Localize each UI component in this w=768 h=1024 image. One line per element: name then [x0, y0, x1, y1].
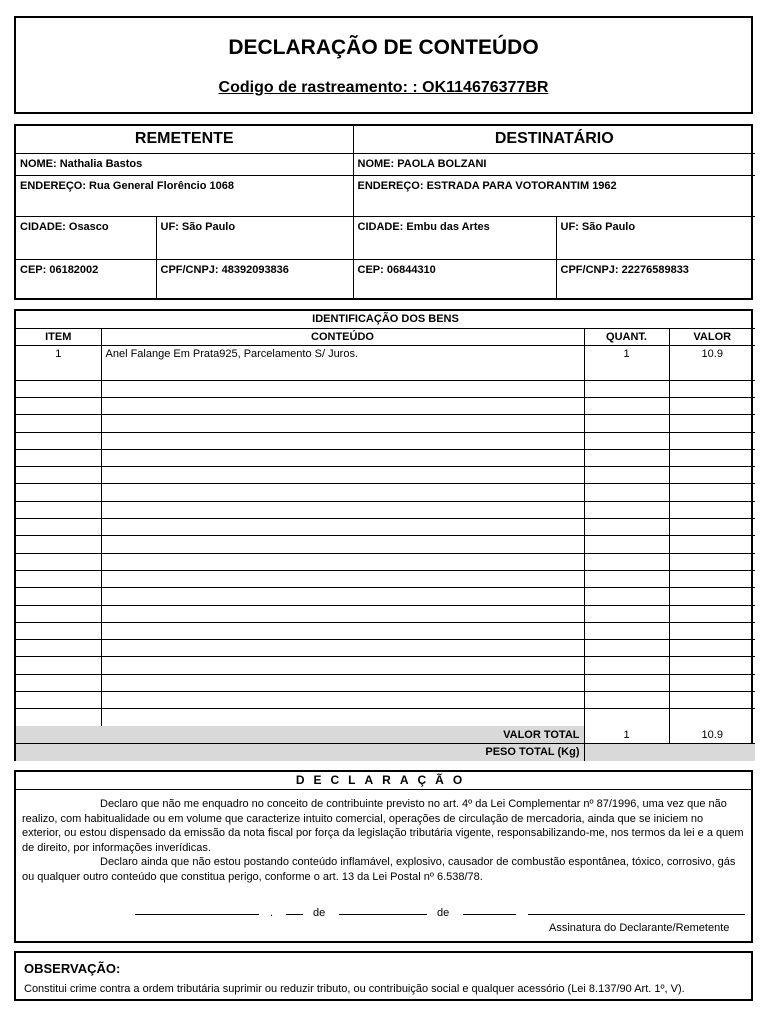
empty-cell [584, 519, 669, 536]
remetente-cidade: CIDADE: Osasco [16, 216, 156, 259]
empty-cell [16, 380, 101, 397]
month-field[interactable] [339, 914, 427, 915]
destinatario-heading: DESTINATÁRIO [353, 126, 755, 153]
empty-cell [16, 363, 101, 380]
remetente-cpf: CPF/CNPJ: 48392093836 [156, 259, 353, 298]
empty-cell [584, 501, 669, 518]
table-row [16, 397, 755, 414]
empty-cell [16, 397, 101, 414]
bens-table [14, 309, 753, 761]
empty-cell [16, 536, 101, 553]
table-row [16, 622, 755, 639]
empty-cell [584, 363, 669, 380]
empty-cell [16, 484, 101, 501]
empty-cell [584, 432, 669, 449]
destinatario-endereco: ENDEREÇO: ESTRADA PARA VOTORANTIM 1962 [353, 175, 755, 216]
empty-cell [101, 605, 584, 622]
empty-cell [101, 415, 584, 432]
empty-cell [16, 622, 101, 639]
observacao-title: OBSERVAÇÃO: [24, 961, 121, 976]
empty-cell [669, 709, 755, 726]
peso-total-value [584, 743, 755, 760]
table-row [16, 553, 755, 570]
signature-label: Assinatura do Declarante/Remetente [549, 922, 730, 934]
table-row [16, 692, 755, 709]
empty-cell [584, 380, 669, 397]
empty-cell [584, 588, 669, 605]
empty-cell [101, 501, 584, 518]
table-row [16, 467, 755, 484]
place-field[interactable] [135, 914, 259, 915]
table-row [16, 380, 755, 397]
document-title: DECLARAÇÃO DE CONTEÚDO [228, 36, 539, 59]
declaracao-section [14, 770, 753, 943]
empty-cell [101, 432, 584, 449]
empty-cell [16, 605, 101, 622]
empty-cell [101, 588, 584, 605]
item-content: Anel Falange Em Prata925, Parcelamento S/ Juros. [101, 346, 584, 363]
destinatario-cidade: CIDADE: Embu das Artes [353, 216, 556, 259]
declaracao-paragraph-2: Declaro ainda que não estou postando conteúdo inflamável, explosivo, causador de combustão espontânea, tóxico, corrosivo, gás ou qualquer outro conteúdo que constitua perigo, conforme o art. 13 da Lei Postal nº 6.538/78. [22, 856, 736, 883]
empty-cell [669, 570, 755, 587]
empty-cell [669, 363, 755, 380]
de-label-1: de [313, 907, 326, 919]
empty-cell [584, 622, 669, 639]
empty-cell [16, 432, 101, 449]
valor-total-label: VALOR TOTAL [16, 726, 584, 743]
empty-cell [669, 605, 755, 622]
table-row [16, 432, 755, 449]
table-row [16, 484, 755, 501]
table-row [16, 640, 755, 657]
empty-cell [584, 570, 669, 587]
empty-cell [584, 657, 669, 674]
empty-cell [584, 709, 669, 726]
de-label-2: de [437, 907, 450, 919]
empty-cell [16, 640, 101, 657]
item-value: 10.9 [669, 346, 755, 363]
empty-cell [669, 432, 755, 449]
empty-cell [584, 674, 669, 691]
parties-section [14, 124, 753, 300]
empty-cell [669, 467, 755, 484]
empty-cell [584, 449, 669, 466]
declaracao-title: DECLARAÇÃO [16, 772, 751, 790]
bens-title: IDENTIFICAÇÃO DOS BENS [16, 311, 755, 328]
remetente-cep: CEP: 06182002 [16, 259, 156, 298]
table-row [16, 449, 755, 466]
empty-cell [16, 709, 101, 726]
empty-cell [669, 657, 755, 674]
item-number: 1 [16, 346, 101, 363]
col-conteudo-header: CONTEÚDO [101, 328, 584, 345]
declaracao-paragraph-1: Declaro que não me enquadro no conceito de contribuinte previsto no art. 4º da Lei Complementar nº 87/1996, uma vez que não realizo, com habitualidade ou em volume que caracterize intuito comercial, operações de circulação de mercadoria, ainda que se iniciem no exterior, ou estou dispensado da emissão da nota fiscal por força da legislação tributária vigente, responsabilizando-me, nos termos da lei e a quem de direito, por informações inverídicas. [22, 798, 744, 854]
empty-cell [16, 553, 101, 570]
empty-cell [16, 519, 101, 536]
table-row [16, 501, 755, 518]
day-field[interactable] [286, 914, 303, 915]
empty-cell [584, 553, 669, 570]
empty-cell [101, 622, 584, 639]
table-row [16, 674, 755, 691]
document-header [14, 16, 753, 114]
empty-cell [669, 588, 755, 605]
table-row [16, 657, 755, 674]
year-field[interactable] [463, 914, 516, 915]
empty-cell [669, 640, 755, 657]
empty-cell [669, 674, 755, 691]
table-row [16, 415, 755, 432]
observacao-section [14, 951, 753, 1001]
empty-cell [669, 536, 755, 553]
col-valor-header: VALOR [669, 328, 755, 345]
empty-cell [101, 449, 584, 466]
signature-line[interactable] [528, 914, 745, 915]
empty-cell [584, 536, 669, 553]
table-row [16, 709, 755, 726]
remetente-uf: UF: São Paulo [156, 216, 353, 259]
empty-cell [16, 467, 101, 484]
empty-cell [101, 467, 584, 484]
destinatario-cep: CEP: 06844310 [353, 259, 556, 298]
destinatario-uf: UF: São Paulo [556, 216, 755, 259]
date-separator: . [270, 907, 274, 919]
empty-cell [584, 484, 669, 501]
empty-cell [101, 536, 584, 553]
tracking-code: Codigo de rastreamento: : OK114676377BR [218, 79, 549, 96]
empty-cell [584, 397, 669, 414]
empty-cell [669, 415, 755, 432]
empty-cell [584, 415, 669, 432]
empty-cell [16, 415, 101, 432]
remetente-nome: NOME: Nathalia Bastos [16, 153, 353, 175]
empty-cell [101, 363, 584, 380]
empty-cell [16, 674, 101, 691]
destinatario-nome: NOME: PAOLA BOLZANI [353, 153, 755, 175]
empty-cell [669, 484, 755, 501]
empty-cell [584, 605, 669, 622]
empty-cell [101, 709, 584, 726]
empty-cell [101, 692, 584, 709]
empty-cell [584, 467, 669, 484]
empty-cell [669, 519, 755, 536]
empty-cell [16, 570, 101, 587]
empty-cell [101, 657, 584, 674]
empty-cell [101, 397, 584, 414]
remetente-endereco: ENDEREÇO: Rua General Florêncio 1068 [16, 175, 353, 216]
empty-cell [669, 692, 755, 709]
empty-cell [101, 380, 584, 397]
table-row [16, 536, 755, 553]
empty-cell [669, 449, 755, 466]
empty-cell [16, 692, 101, 709]
empty-cell [101, 640, 584, 657]
empty-cell [101, 674, 584, 691]
empty-cell [101, 519, 584, 536]
table-row [16, 605, 755, 622]
table-row [16, 570, 755, 587]
empty-cell [101, 484, 584, 501]
peso-total-label: PESO TOTAL (Kg) [16, 743, 584, 760]
empty-cell [101, 553, 584, 570]
valor-total-quant: 1 [584, 726, 669, 743]
table-row [16, 519, 755, 536]
empty-cell [16, 501, 101, 518]
empty-cell [669, 397, 755, 414]
empty-cell [669, 622, 755, 639]
empty-cell [669, 380, 755, 397]
empty-cell [669, 553, 755, 570]
destinatario-cpf: CPF/CNPJ: 22276589833 [556, 259, 755, 298]
empty-cell [584, 640, 669, 657]
item-quantity: 1 [584, 346, 669, 363]
empty-cell [16, 588, 101, 605]
remetente-heading: REMETENTE [16, 126, 353, 153]
empty-cell [669, 501, 755, 518]
col-quant-header: QUANT. [584, 328, 669, 345]
col-item-header: ITEM [16, 328, 101, 345]
empty-cell [101, 570, 584, 587]
table-row [16, 363, 755, 380]
valor-total-value: 10.9 [669, 726, 755, 743]
table-row [16, 346, 755, 363]
empty-cell [16, 449, 101, 466]
observacao-text: Constitui crime contra a ordem tributária suprimir ou reduzir tributo, ou contribuição social e qualquer acessório (Lei 8.137/90 Art. 1º, V). [24, 983, 685, 995]
empty-cell [16, 657, 101, 674]
empty-cell [584, 692, 669, 709]
table-row [16, 588, 755, 605]
